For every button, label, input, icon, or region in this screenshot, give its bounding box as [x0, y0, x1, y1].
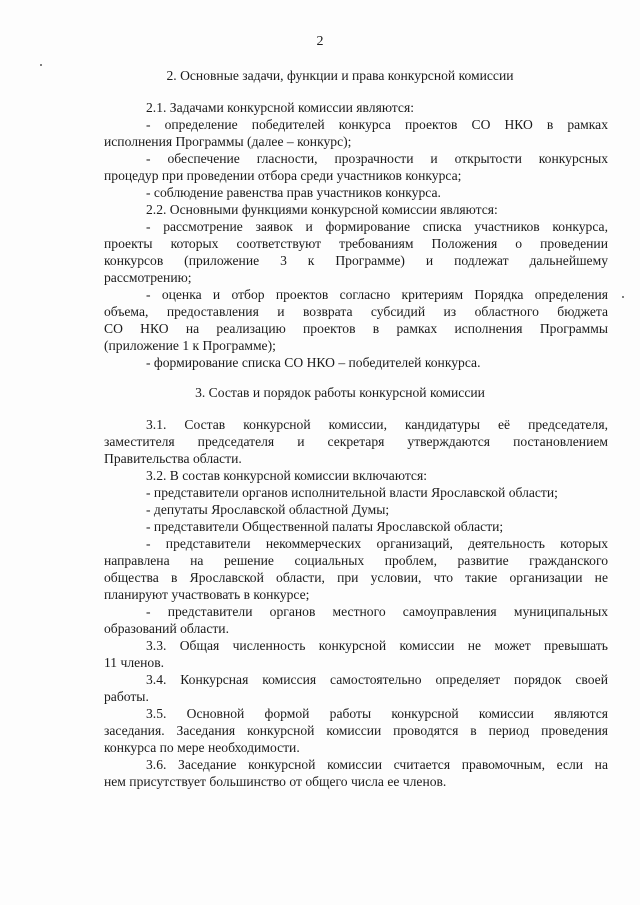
paragraph-line: конкурсов (приложение 3 к Программе) и подлежат дальнейшему	[104, 253, 608, 268]
paragraph-line: Правительства области.	[104, 451, 242, 466]
paragraph-line: планируют участвовать в конкурсе;	[104, 587, 310, 602]
scan-speck	[622, 296, 624, 298]
paragraph-line: 2.2. Основными функциями конкурсной комиссии являются:	[146, 202, 498, 217]
paragraph-line: заседания. Заседания конкурсной комиссии проводятся в период проведения	[104, 723, 608, 738]
paragraph-line: исполнения Программы (далее – конкурс);	[104, 134, 352, 149]
paragraph-line: нем присутствует большинство от общего числа ее членов.	[104, 774, 447, 789]
paragraph-line: работы.	[104, 689, 149, 704]
paragraph-line: - формирование списка СО НКО – победителей конкурса.	[146, 355, 481, 370]
paragraph-line: - соблюдение равенства прав участников конкурса.	[146, 185, 441, 200]
paragraph-line: 3.5. Основной формой работы конкурсной комиссии являются	[146, 706, 608, 721]
paragraph-line: 11 членов.	[104, 655, 165, 670]
paragraph-line: процедур при проведении отбора среди участников конкурса;	[104, 168, 462, 183]
paragraph-line: - представители органов исполнительной власти Ярославской области;	[146, 485, 558, 500]
paragraph-line: проекты которых соответствуют требованиям Положения о проведении	[104, 236, 608, 251]
paragraph-line: - представители Общественной палаты Ярославской области;	[146, 519, 504, 534]
paragraph-line: конкурса по мере необходимости.	[104, 740, 300, 755]
paragraph-line: 3.4. Конкурсная комиссия самостоятельно определяет порядок своей	[146, 672, 608, 687]
scan-speck	[40, 64, 42, 66]
paragraph-line: 3.3. Общая численность конкурсной комиссии не может превышать	[146, 638, 608, 653]
section-2-heading: 2. Основные задачи, функции и права конкурсной комиссии	[166, 68, 514, 83]
paragraph-line: рассмотрению;	[104, 270, 192, 285]
paragraph-line: - представители органов местного самоуправления муниципальных	[146, 604, 608, 619]
paragraph-line: объема, предоставления и возврата субсидий из областного бюджета	[104, 304, 608, 319]
paragraph-line: - рассмотрение заявок и формирование списка участников конкурса,	[146, 219, 608, 234]
section-3-heading: 3. Состав и порядок работы конкурсной комиссии	[195, 385, 485, 400]
paragraph-line: - обеспечение гласности, прозрачности и открытости конкурсных	[146, 151, 608, 166]
paragraph-line: 3.6. Заседание конкурсной комиссии считается правомочным, если на	[146, 757, 608, 772]
paragraph-line: 3.2. В состав конкурсной комиссии включаются:	[146, 468, 427, 483]
paragraph-line: - оценка и отбор проектов согласно критериям Порядка определения	[146, 287, 608, 302]
paragraph-line: - определение победителей конкурса проектов СО НКО в рамках	[146, 117, 608, 132]
paragraph-line: заместителя председателя и секретаря утверждаются постановлением	[104, 434, 608, 449]
paragraph-line: образований области.	[104, 621, 229, 636]
paragraph-line: 2.1. Задачами конкурсной комиссии являются:	[146, 100, 414, 115]
paragraph-line: - представители некоммерческих организаций, деятельность которых	[146, 536, 608, 551]
paragraph-line: - депутаты Ярославской областной Думы;	[146, 502, 390, 517]
page-number: 2	[316, 34, 324, 49]
paragraph-line: направлена на решение социальных проблем, развитие гражданского	[104, 553, 608, 568]
paragraph-line: общества в Ярославской области, при условии, что такие организации не	[104, 570, 608, 585]
paragraph-line: (приложение 1 к Программе);	[104, 338, 276, 353]
paragraph-line: СО НКО на реализацию проектов в рамках исполнения Программы	[104, 321, 608, 336]
paragraph-line: 3.1. Состав конкурсной комиссии, кандидатуры её председателя,	[146, 417, 608, 432]
